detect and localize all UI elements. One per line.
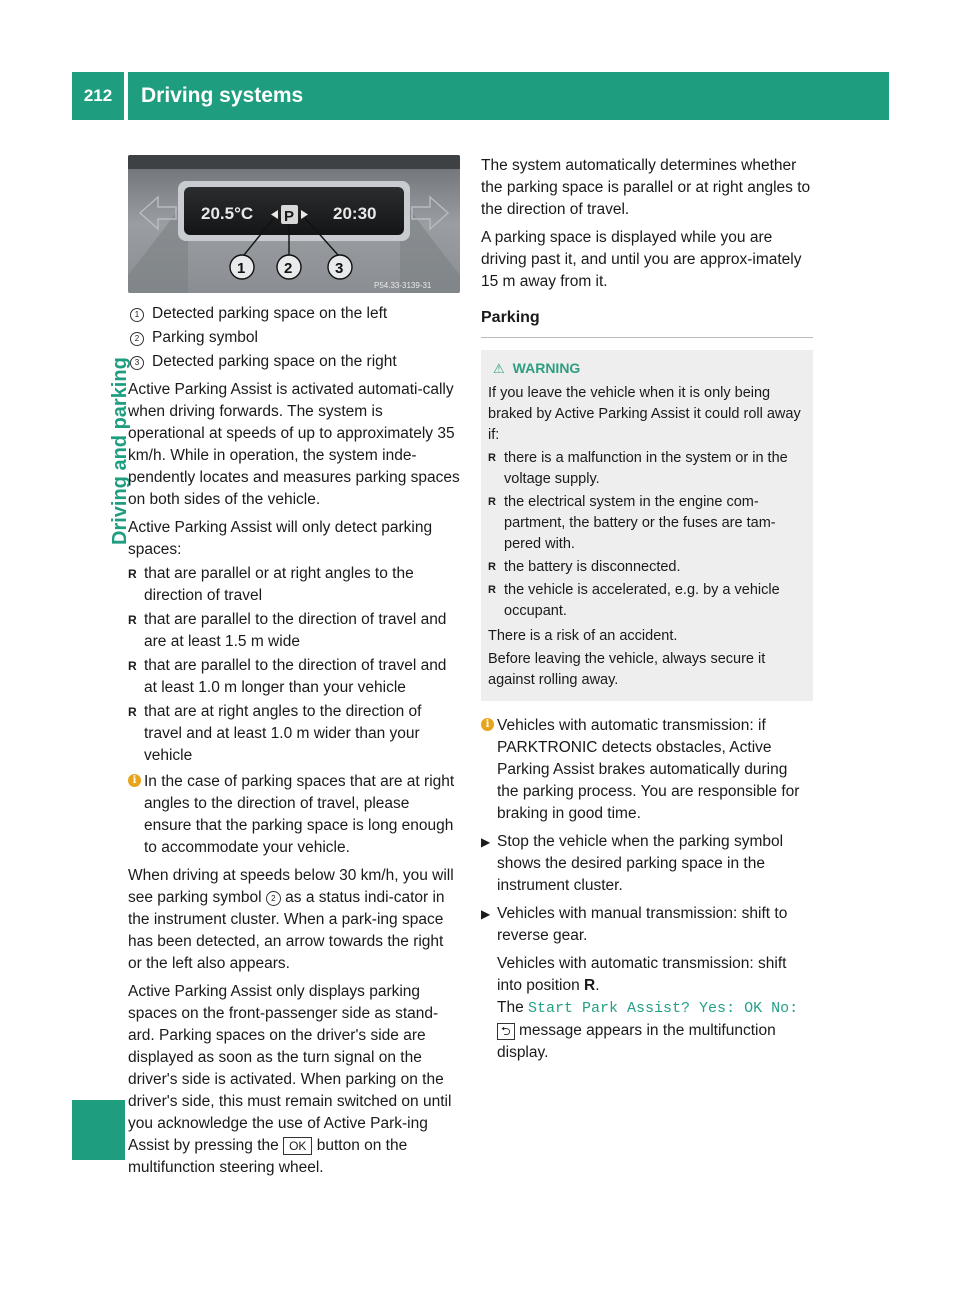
back-key-icon: ⮌ bbox=[497, 1023, 515, 1040]
list-item: R the electrical system in the engine com-partment, the battery or the fuses are tam-pered with. bbox=[488, 492, 805, 555]
paragraph-activation: Active Parking Assist is activated automati-cally when driving forwards. The system is operational at speeds of up to approximately 35 km/h. While in operation, the system inde-pendently locates and measures parking spaces on both sides of the vehicle. bbox=[128, 381, 460, 508]
figure-temperature: 20.5°C bbox=[201, 204, 254, 223]
paragraph-driver-side bbox=[128, 981, 460, 1179]
list-item: R that are at right angles to the direction of travel and at least 1.0 m wider than your vehicle bbox=[128, 701, 460, 767]
legend-item-3 bbox=[128, 351, 460, 373]
left-column bbox=[128, 155, 460, 1185]
figure-callout-2: 2 bbox=[284, 260, 293, 277]
figure-parking-symbol: P bbox=[284, 208, 295, 225]
figure-callout-3: 3 bbox=[335, 260, 344, 277]
figure-callout-1: 1 bbox=[237, 260, 246, 277]
warning-risk: There is a risk of an accident. bbox=[488, 628, 678, 644]
warning-triangle-icon: ⚠ bbox=[493, 361, 505, 376]
section-title: Driving systems bbox=[141, 84, 304, 107]
legend-number: 1 bbox=[130, 308, 144, 322]
legend-text: Detected parking space on the left bbox=[152, 305, 388, 322]
list-item: R there is a malfunction in the system or in the voltage supply. bbox=[488, 448, 805, 490]
step-stop-vehicle bbox=[481, 831, 813, 897]
paragraph-status-indicator bbox=[128, 865, 460, 975]
side-tab-block bbox=[72, 1100, 125, 1160]
figure-code: P54.33-3139-31 bbox=[374, 281, 432, 290]
list-item: R that are parallel to the direction of travel and at least 1.0 m longer than your vehicle bbox=[128, 655, 460, 699]
side-tab-label: Driving and parking bbox=[109, 357, 131, 545]
detect-bullet-list bbox=[128, 563, 460, 767]
ok-key-icon: OK bbox=[283, 1137, 312, 1155]
step-shift-gear bbox=[481, 903, 813, 1064]
info-icon: i bbox=[481, 718, 494, 731]
step-message-text bbox=[497, 997, 813, 1064]
heading-rule bbox=[481, 337, 813, 338]
page-number: 212 bbox=[83, 86, 113, 105]
legend-item-1 bbox=[128, 303, 460, 325]
text-segment: When driving at speeds below 30 km/h, you will see parking symbol bbox=[128, 867, 454, 906]
header-divider bbox=[124, 72, 128, 120]
info-text: In the case of parking spaces that are at right angles to the direction of travel, please ensure that the parking space is long enough to accommodate your vehicle. bbox=[144, 773, 455, 856]
info-text: Vehicles with automatic transmission: if PARKTRONIC detects obstacles, Active Parking Assist brakes automatically during the parking process. You are responsible for braking in good time. bbox=[497, 717, 800, 822]
figure-time: 20:30 bbox=[333, 204, 377, 223]
step-auto-text: Vehicles with automatic transmission: shift into position R. bbox=[497, 955, 787, 994]
warning-title-text: WARNING bbox=[512, 360, 581, 376]
warning-title bbox=[488, 358, 805, 379]
info-icon: i bbox=[128, 774, 141, 787]
right-column bbox=[481, 155, 813, 1070]
legend-number: 2 bbox=[130, 332, 144, 346]
text-segment: Active Parking Assist only displays parking spaces on the front-passenger side as stand-ard. Parking spaces on the driver's side are displayed as soon as the turn signal on the driver's side is activated. When parking on the driver's side, this must remain switched on until you acknowledge the use of Active Park-ing Assist by pressing the bbox=[128, 983, 452, 1154]
text-segment: Vehicles with automatic transmission: shift into position bbox=[497, 955, 787, 994]
warning-box bbox=[481, 350, 813, 701]
gear-position: R bbox=[584, 977, 596, 994]
text-segment: as a status indi-cator in the instrument cluster. When a park-ing space has been detected, an arrow towards the right or the left also appears. bbox=[128, 889, 445, 972]
step-text: Stop the vehicle when the parking symbol shows the desired parking space in the instrument cluster. bbox=[497, 833, 784, 894]
warning-intro: If you leave the vehicle when it is only being braked by Active Parking Assist it could roll away if: bbox=[488, 385, 801, 443]
info-note-right bbox=[481, 715, 813, 825]
legend-number: 3 bbox=[130, 356, 144, 370]
step-arrow-icon: ▶ bbox=[481, 907, 491, 921]
paragraph-detect-intro: Active Parking Assist will only detect parking spaces: bbox=[128, 519, 433, 558]
text-segment: The bbox=[497, 999, 524, 1016]
warning-advice: Before leaving the vehicle, always secure it against rolling away. bbox=[488, 651, 766, 688]
step-arrow-icon: ▶ bbox=[481, 835, 491, 849]
list-item: R the vehicle is accelerated, e.g. by a vehicle occupant. bbox=[488, 580, 805, 622]
legend-text: Detected parking space on the right bbox=[152, 353, 397, 370]
text-segment: message appears in the multifunction display. bbox=[497, 1022, 776, 1061]
info-note-left bbox=[128, 771, 460, 859]
list-item: R the battery is disconnected. bbox=[488, 557, 805, 578]
instrument-cluster-figure bbox=[128, 155, 460, 293]
paragraph-determines: The system automatically determines whether the parking space is parallel or at right angles to the direction of travel. bbox=[481, 157, 811, 218]
paragraph-displayed: A parking space is displayed while you are driving past it, and until you are approx-imately 15 m away from it. bbox=[481, 229, 802, 290]
inline-callout-2: 2 bbox=[266, 891, 281, 906]
legend-text: Parking symbol bbox=[152, 329, 258, 346]
side-tab bbox=[94, 140, 131, 1160]
legend-item-2 bbox=[128, 327, 460, 349]
warning-bullet-list bbox=[488, 448, 805, 622]
list-item: R that are parallel or at right angles to the direction of travel bbox=[128, 563, 460, 607]
section-heading-parking: Parking bbox=[481, 309, 540, 326]
display-message: Start Park Assist? Yes: OK No: bbox=[528, 1000, 799, 1017]
step-text: Vehicles with manual transmission: shift to reverse gear. bbox=[497, 905, 788, 944]
text-segment: button on the multifunction steering wheel. bbox=[128, 1137, 408, 1176]
list-item: R that are parallel to the direction of travel and are at least 1.5 m wide bbox=[128, 609, 460, 653]
